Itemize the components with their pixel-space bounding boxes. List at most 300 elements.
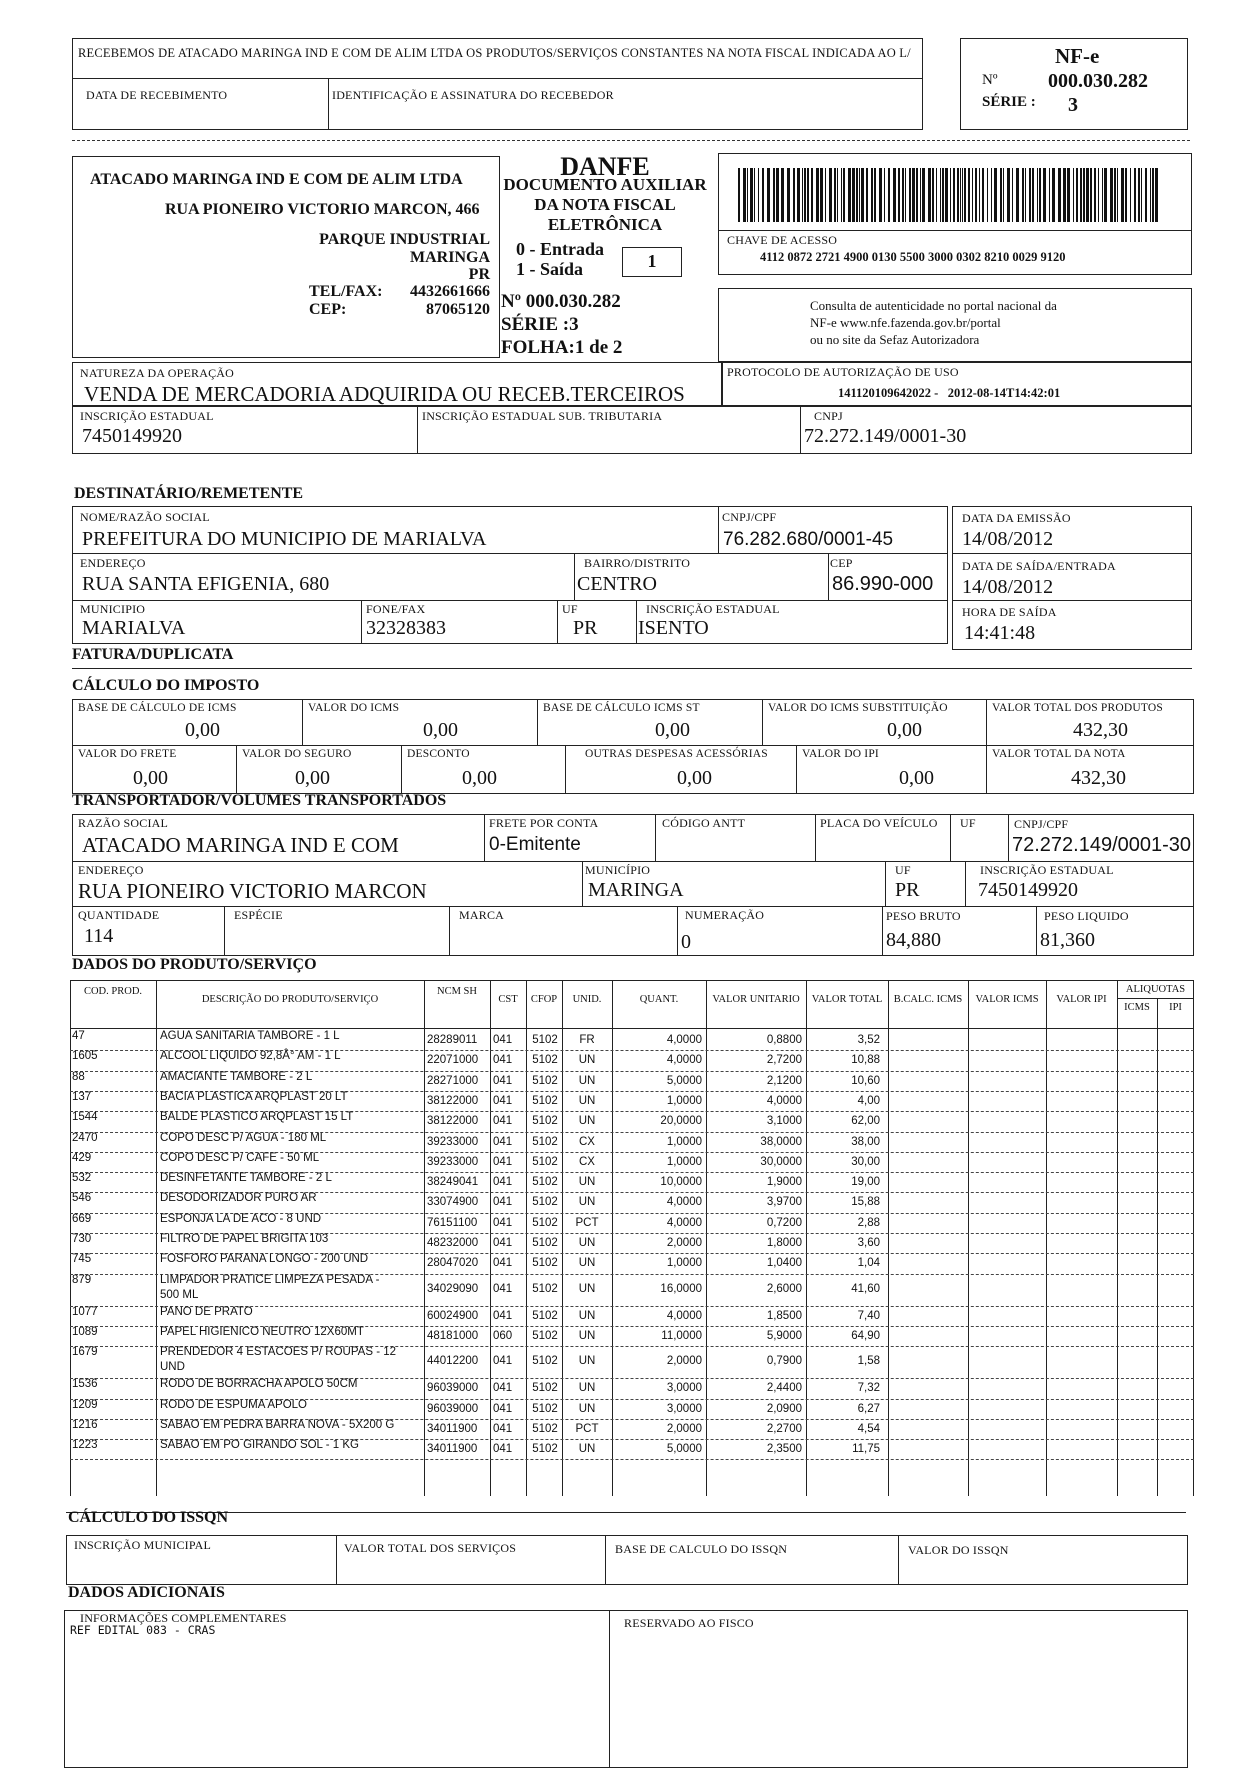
barcode-bar	[825, 168, 826, 222]
cell-quant: 4,0000	[666, 1309, 702, 1322]
cell-ncm: 34011900	[427, 1443, 478, 1456]
cell-unid: UN	[578, 1054, 596, 1067]
cell-cst: 041	[493, 1176, 513, 1189]
cell-quant: 11,0000	[661, 1329, 702, 1342]
barcode-bar	[866, 168, 868, 222]
carrier-name: ATACADO MARINGA IND E COM	[82, 833, 399, 857]
cell-ncm: 33074900	[427, 1196, 479, 1209]
issuer-city: MARINGA	[410, 249, 490, 266]
tax-hline	[72, 745, 1194, 746]
barcode-bar	[1121, 168, 1124, 222]
cell-vtotal: 4,54	[857, 1422, 880, 1435]
barcode-bar	[762, 168, 764, 222]
barcode-bar	[957, 168, 959, 222]
cell-desc-continued: 500 ML	[160, 1288, 199, 1301]
barcode-bar	[843, 168, 845, 222]
cell-quant: 3,0000	[666, 1402, 702, 1415]
barcode-bar	[1083, 168, 1085, 222]
aliquotas-divider	[1117, 998, 1194, 999]
cell-vtotal: 1,58	[857, 1355, 880, 1368]
cell-vtotal: 64,90	[851, 1329, 880, 1342]
cell-cst: 041	[493, 1309, 513, 1322]
cell-unid: UN	[578, 1074, 596, 1087]
tax-value: 0,00	[655, 719, 690, 741]
barcode-bar	[797, 168, 800, 222]
cell-cfop: 5102	[532, 1443, 558, 1456]
table-row	[70, 1274, 1194, 1306]
cell-vtotal: 7,32	[857, 1382, 880, 1395]
cell-ncm: 48181000	[427, 1329, 479, 1342]
barcode-bar	[979, 168, 980, 222]
barcode-bar	[738, 168, 740, 222]
cell-vtotal: 62,00	[851, 1115, 880, 1128]
header-vtotal: VALOR TOTAL	[811, 994, 883, 1005]
recipient-city-label: MUNICIPIO	[80, 602, 146, 616]
barcode-bar	[1049, 168, 1050, 222]
barcode-bar	[871, 168, 873, 222]
cell-vunit: 5,9000	[766, 1329, 802, 1342]
header-aliq-ipi: IPI	[1169, 1002, 1182, 1013]
cell-vunit: 3,9700	[766, 1196, 802, 1209]
barcode-bar	[982, 168, 984, 222]
transport-v-d	[950, 814, 951, 861]
recipient-address: RUA SANTA EFIGENIA, 680	[82, 573, 330, 595]
table-row	[70, 1419, 1194, 1439]
barcode-bar	[811, 168, 813, 222]
barcode-bar	[841, 168, 842, 222]
header-aliq-icms: ICMS	[1124, 1002, 1150, 1013]
tax-label: BASE DE CÁLCULO ICMS ST	[543, 702, 700, 714]
cell-vunit: 0,7200	[766, 1216, 802, 1229]
cell-cst: 041	[493, 1257, 513, 1270]
cell-cfop: 5102	[532, 1282, 558, 1295]
barcode-bar	[1141, 168, 1142, 222]
cell-vunit: 2,3500	[766, 1443, 802, 1456]
gross-label: PESO BRUTO	[886, 909, 961, 923]
barcode-bar	[1080, 168, 1082, 222]
table-row	[70, 1050, 1194, 1070]
transport-v-h	[965, 861, 966, 906]
barcode-bar	[1025, 168, 1026, 222]
cell-desc: COPO DESC P/ CAFE - 50 ML	[160, 1151, 320, 1164]
barcode-bar	[1000, 168, 1002, 222]
barcode-bar	[936, 168, 937, 222]
cell-ncm: 76151100	[427, 1216, 478, 1229]
issqn-top-line	[66, 1512, 1186, 1513]
exit-hour-label: HORA DE SAÍDA	[962, 605, 1057, 619]
cell-quant: 2,0000	[666, 1237, 702, 1249]
barcode-bar	[1138, 168, 1140, 222]
barcode-bar	[1102, 168, 1103, 222]
tax-label: VALOR TOTAL DOS PRODUTOS	[992, 702, 1163, 714]
issuer-cep-label: CEP:	[309, 301, 347, 318]
cell-cfop: 5102	[532, 1257, 558, 1270]
barcode-bar	[964, 168, 966, 222]
cell-desc: PRENDEDOR 4 ESTACOES P/ ROUPAS - 12	[160, 1346, 397, 1359]
cell-cst: 041	[493, 1115, 513, 1128]
cell-cod: 2470	[72, 1131, 98, 1144]
tax-label: DESCONTO	[407, 748, 470, 760]
carrier-uf-label: UF	[960, 816, 976, 830]
issuer-phone-label: TEL/FAX:	[309, 283, 383, 300]
cell-vtotal: 1,04	[857, 1257, 880, 1270]
issqn-base-label: BASE DE CALCULO DO ISSQN	[615, 1542, 788, 1556]
table-row	[70, 1213, 1194, 1233]
brand-label: MARCA	[459, 908, 505, 922]
invoice-line	[72, 668, 1192, 669]
cell-cfop: 5102	[532, 1135, 558, 1148]
cell-cst: 041	[493, 1355, 513, 1368]
cell-quant: 20,0000	[660, 1115, 702, 1128]
receipt-vdivider	[328, 78, 329, 130]
recipient-hline-2	[72, 600, 948, 601]
tax-value: 0,00	[185, 719, 220, 741]
tax-label: VALOR DO FRETE	[78, 748, 177, 760]
barcode-bar	[920, 168, 921, 222]
cell-ncm: 28271000	[427, 1074, 479, 1087]
barcode-bar	[953, 168, 955, 222]
tax-value: 0,00	[462, 767, 497, 789]
barcode-bar	[1090, 168, 1092, 222]
recipient-cnpj: 76.282.680/0001-45	[723, 529, 894, 550]
carrier-name-label: RAZÃO SOCIAL	[78, 816, 169, 830]
access-key: 4112 0872 2721 4900 0130 5500 3000 0302 8210 0029 9120	[760, 250, 1066, 264]
cell-ncm: 44012200	[427, 1355, 479, 1368]
cell-ncm: 48232000	[427, 1237, 479, 1249]
barcode-bar	[852, 168, 855, 222]
consult-line-3: ou no site da Sefaz Autorizadora	[810, 332, 980, 347]
protocol-value: 141120109642022 - 2012-08-14T14:42:01	[838, 386, 1061, 400]
cell-unid: UN	[578, 1257, 596, 1270]
cell-cod: 532	[72, 1172, 92, 1185]
tax-divider	[762, 699, 763, 745]
barcode-bar	[776, 168, 779, 222]
barcode-bar	[787, 168, 790, 222]
barcode-bar	[1152, 168, 1154, 222]
cell-ncm: 39233000	[427, 1135, 479, 1148]
transport-v-b	[655, 814, 656, 861]
recipient-city: MARIALVA	[82, 617, 186, 639]
cell-quant: 5,0000	[666, 1443, 702, 1456]
cell-vtotal: 10,60	[851, 1074, 880, 1087]
table-row	[70, 1091, 1194, 1111]
barcode-bar	[1098, 168, 1099, 222]
tax-label: VALOR TOTAL DA NOTA	[992, 748, 1126, 760]
row-separator	[70, 1459, 1194, 1460]
danfe-subtitle-1: DOCUMENTO AUXILIAR	[503, 175, 707, 194]
barcode-bar	[893, 168, 896, 222]
recipient-name: PREFEITURA DO MUNICIPIO DE MARIALVA	[82, 528, 487, 550]
barcode-bar	[834, 168, 836, 222]
barcode-bar	[1134, 168, 1136, 222]
cell-unid: CX	[579, 1155, 595, 1168]
cell-cst: 041	[493, 1155, 513, 1168]
cell-cst: 041	[493, 1216, 513, 1229]
barcode-bar	[807, 168, 809, 222]
barcode-bar	[781, 168, 784, 222]
cell-quant: 2,0000	[666, 1422, 702, 1435]
cell-ncm: 38122000	[427, 1115, 479, 1128]
cell-quant: 4,0000	[666, 1196, 702, 1209]
transport-v-c	[815, 814, 816, 861]
barcode-bar	[859, 168, 860, 222]
barcode-bar	[1022, 168, 1024, 222]
cell-vunit: 2,2700	[766, 1422, 802, 1435]
access-key-label: CHAVE DE ACESSO	[727, 233, 838, 247]
cell-unid: UN	[578, 1382, 596, 1395]
products-header-line	[70, 1028, 1194, 1029]
cell-vunit: 2,1200	[766, 1074, 802, 1087]
nfe-title: NF-e	[1055, 44, 1100, 68]
cnpj-value: 72.272.149/0001-30	[804, 425, 967, 447]
cell-quant: 3,0000	[666, 1382, 702, 1395]
consult-line-2: NF-e www.nfe.fazenda.gov.br/portal	[810, 315, 1001, 330]
cell-vtotal: 4,00	[857, 1094, 880, 1107]
carrier-city: MARINGA	[588, 879, 684, 901]
barcode-bar	[804, 168, 806, 222]
emission-label: DATA DA EMISSÃO	[962, 511, 1071, 525]
barcode-bar	[1145, 168, 1147, 222]
issqn-municipal-label: INSCRIÇÃO MUNICIPAL	[74, 1538, 212, 1552]
cell-ncm: 96039000	[427, 1382, 479, 1395]
cell-unid: UN	[578, 1094, 596, 1107]
cell-vtotal: 30,00	[851, 1155, 880, 1168]
barcode-bar	[1003, 168, 1004, 222]
cell-vunit: 30,0000	[760, 1155, 802, 1168]
plate-label: PLACA DO VEÍCULO	[820, 816, 938, 830]
carrier-address-label: ENDEREÇO	[78, 863, 144, 877]
barcode-bar	[856, 168, 858, 222]
barcode-bar	[1150, 168, 1151, 222]
issuer-street: RUA PIONEIRO VICTORIO MARCON, 466	[165, 201, 480, 218]
cell-cst: 041	[493, 1094, 513, 1107]
cell-cod: 730	[72, 1233, 92, 1245]
table-row	[70, 1071, 1194, 1091]
cell-vtotal: 3,52	[857, 1034, 880, 1046]
cell-cst: 041	[493, 1074, 513, 1087]
cell-cod: 1605	[72, 1050, 98, 1063]
cell-vunit: 1,0400	[766, 1257, 802, 1270]
carrier-city-label: MUNICÍPIO	[585, 863, 651, 877]
barcode-bar	[879, 168, 882, 222]
cell-quant: 1,0000	[666, 1135, 702, 1148]
access-key-divider	[718, 230, 1192, 231]
cell-cfop: 5102	[532, 1216, 558, 1229]
recipient-section-title: DESTINATÁRIO/REMETENTE	[74, 485, 304, 502]
danfe-series: SÉRIE :3	[501, 314, 579, 335]
exit-hour: 14:41:48	[964, 622, 1036, 644]
cell-cod: 879	[72, 1273, 92, 1286]
cell-desc: PANO DE PRATO	[160, 1305, 253, 1318]
cell-vtotal: 41,60	[851, 1282, 880, 1295]
tax-value: 0,00	[423, 719, 458, 741]
transport-v-i	[224, 906, 225, 956]
cell-ncm: 28289011	[427, 1034, 478, 1046]
transport-v-a	[484, 814, 485, 861]
transport-v-m	[1036, 906, 1037, 956]
cell-cod: 1089	[72, 1325, 98, 1338]
table-row	[70, 1439, 1194, 1459]
table-row	[70, 1326, 1194, 1346]
tax-value: 0,00	[887, 719, 922, 741]
cell-vunit: 2,0900	[766, 1402, 802, 1415]
cell-ncm: 22071000	[427, 1054, 479, 1067]
barcode-bar	[848, 168, 851, 222]
cell-cfop: 5102	[532, 1196, 558, 1209]
cell-desc: ALCOOL LIQUIDO 92,8Â° AM - 1 L	[160, 1050, 341, 1063]
cell-desc: ESPONJA LA DE ACO - 8 UND	[160, 1212, 322, 1225]
cell-quant: 16,0000	[660, 1282, 702, 1295]
recipient-v5	[557, 600, 558, 644]
barcode-bar	[1117, 168, 1118, 222]
cell-quant: 2,0000	[666, 1355, 702, 1368]
barcode-bar	[884, 168, 885, 222]
table-row	[70, 1233, 1194, 1253]
table-row	[70, 1346, 1194, 1378]
recipient-cep: 86.990-000	[832, 573, 934, 595]
danfe-title: DANFE	[560, 152, 650, 181]
ie-divider-2	[800, 406, 801, 454]
barcode-bar	[898, 168, 900, 222]
issqn-value-label: VALOR DO ISSQN	[908, 1543, 1009, 1557]
barcode-bar	[932, 168, 934, 222]
cell-desc: SABAO EM PO GIRANDO SOL - 1 KG	[160, 1439, 359, 1452]
numbering-value: 0	[681, 931, 691, 953]
cell-ncm: 38249041	[427, 1176, 479, 1189]
cell-quant: 10,0000	[660, 1176, 702, 1189]
barcode-bar	[940, 168, 941, 222]
cell-unid: UN	[578, 1176, 596, 1189]
freight-label: FRETE POR CONTA	[489, 816, 599, 830]
issuer-district: PARQUE INDUSTRIAL	[319, 231, 490, 248]
header-quant: QUANT.	[639, 994, 679, 1005]
cell-vunit: 4,0000	[766, 1094, 802, 1107]
recipient-v3	[828, 553, 829, 600]
cell-desc: BALDE PLASTICO ARQPLAST 15 LT	[160, 1111, 354, 1124]
cell-cst: 041	[493, 1443, 513, 1456]
cell-unid: UN	[578, 1355, 596, 1368]
barcode-bar	[960, 168, 961, 222]
barcode-bar	[820, 168, 823, 222]
cell-quant: 1,0000	[666, 1257, 702, 1270]
cell-desc: FILTRO DE PAPEL BRIGITA 103	[160, 1233, 329, 1245]
cell-ncm: 39233000	[427, 1155, 479, 1168]
barcode-bar	[1086, 168, 1089, 222]
barcode-bar	[1016, 168, 1019, 222]
carrier-ie-label: INSCRIÇÃO ESTADUAL	[980, 863, 1114, 877]
issqn-v1	[336, 1535, 337, 1585]
transport-h1	[72, 861, 1194, 862]
cell-desc: DESODORIZADOR PURO AR	[160, 1192, 317, 1205]
recipient-district: CENTRO	[577, 573, 657, 595]
tax-divider	[302, 699, 303, 745]
receipt-signature-label: IDENTIFICAÇÃO E ASSINATURA DO RECEBEDOR	[332, 88, 614, 102]
cell-cst: 041	[493, 1135, 513, 1148]
table-row	[70, 1152, 1194, 1172]
barcode-bar	[754, 168, 755, 222]
cell-cfop: 5102	[532, 1176, 558, 1189]
net-label: PESO LIQUIDO	[1044, 909, 1129, 923]
barcode-bar	[1058, 168, 1061, 222]
carrier-uf2-label: UF	[895, 863, 911, 877]
recipient-hline-1	[72, 553, 948, 554]
tax-label: VALOR DO ICMS SUBSTITUIÇÃO	[768, 702, 948, 714]
barcode-bar	[950, 168, 951, 222]
issuer-cep: 87065120	[426, 301, 490, 318]
table-row	[70, 1253, 1194, 1273]
cell-cst: 060	[493, 1329, 513, 1342]
danfe-number: Nº 000.030.282	[501, 291, 621, 312]
cell-unid: UN	[578, 1282, 596, 1295]
cell-quant: 4,0000	[666, 1216, 702, 1229]
emission-date: 14/08/2012	[962, 528, 1054, 550]
cell-cfop: 5102	[532, 1422, 558, 1435]
cell-cst: 041	[493, 1054, 513, 1067]
cell-cod: 1544	[72, 1111, 98, 1124]
cell-desc: LIMPADOR PRATICE LIMPEZA PESADA -	[160, 1273, 380, 1286]
receipt-divider	[72, 78, 923, 79]
cell-desc-continued: UND	[160, 1361, 185, 1374]
issuer-state: PR	[468, 266, 490, 283]
recipient-v4	[361, 600, 362, 644]
invoice-section-title: FATURA/DUPLICATA	[72, 646, 234, 663]
danfe-folha: FOLHA:1 de 2	[501, 337, 623, 358]
cell-ncm: 34029090	[427, 1282, 479, 1295]
cell-unid: PCT	[575, 1422, 599, 1435]
gross-value: 84,880	[886, 929, 941, 951]
cell-vtotal: 7,40	[857, 1309, 880, 1322]
cell-cod: 669	[72, 1212, 92, 1225]
danfe-subtitle-2: DA NOTA FISCAL	[534, 195, 676, 214]
barcode-bar	[1037, 168, 1038, 222]
danfe-saida: 1 - Saída	[516, 259, 584, 279]
ie-label: INSCRIÇÃO ESTADUAL	[80, 409, 214, 423]
cell-cod: 137	[72, 1090, 92, 1103]
tax-label: VALOR DO SEGURO	[242, 748, 352, 760]
recipient-uf-label: UF	[562, 602, 578, 616]
table-row	[70, 1378, 1194, 1398]
recipient-cnpj-label: CNPJ/CPF	[722, 510, 777, 524]
barcode-bar	[861, 168, 864, 222]
barcode-bar	[758, 168, 759, 222]
nfe-number: 000.030.282	[1048, 70, 1148, 92]
cell-cfop: 5102	[532, 1355, 558, 1368]
numbering-label: NUMERAÇÃO	[685, 908, 765, 922]
barcode-bar	[968, 168, 970, 222]
cut-line	[72, 140, 1190, 141]
cell-desc: BACIA PLASTICA ARQPLAST 20 LT	[160, 1090, 348, 1103]
cell-desc: AGUA SANITARIA TAMBORE - 1 L	[160, 1030, 340, 1042]
species-label: ESPÉCIE	[234, 908, 283, 922]
cell-cfop: 5102	[532, 1329, 558, 1342]
cell-vunit: 2,7200	[766, 1054, 802, 1067]
exit-label: DATA DE SAÍDA/ENTRADA	[962, 559, 1116, 573]
barcode-bar	[874, 168, 876, 222]
table-row	[70, 1172, 1194, 1192]
cell-vtotal: 38,00	[851, 1135, 880, 1148]
cell-unid: FR	[579, 1034, 595, 1046]
barcode-bar	[942, 168, 944, 222]
cell-desc: DESINFETANTE TAMBORE - 2 L	[160, 1172, 332, 1185]
cell-vunit: 3,1000	[766, 1115, 802, 1128]
header-desc: DESCRIÇÃO DO PRODUTO/SERVIÇO	[201, 994, 379, 1005]
carrier-ie: 7450149920	[978, 879, 1078, 901]
transport-v-k	[677, 906, 678, 956]
products-section-title: DADOS DO PRODUTO/SERVIÇO	[72, 956, 317, 973]
cell-unid: PCT	[575, 1216, 599, 1229]
cell-unid: UN	[578, 1196, 596, 1209]
cell-cod: 47	[72, 1030, 85, 1042]
